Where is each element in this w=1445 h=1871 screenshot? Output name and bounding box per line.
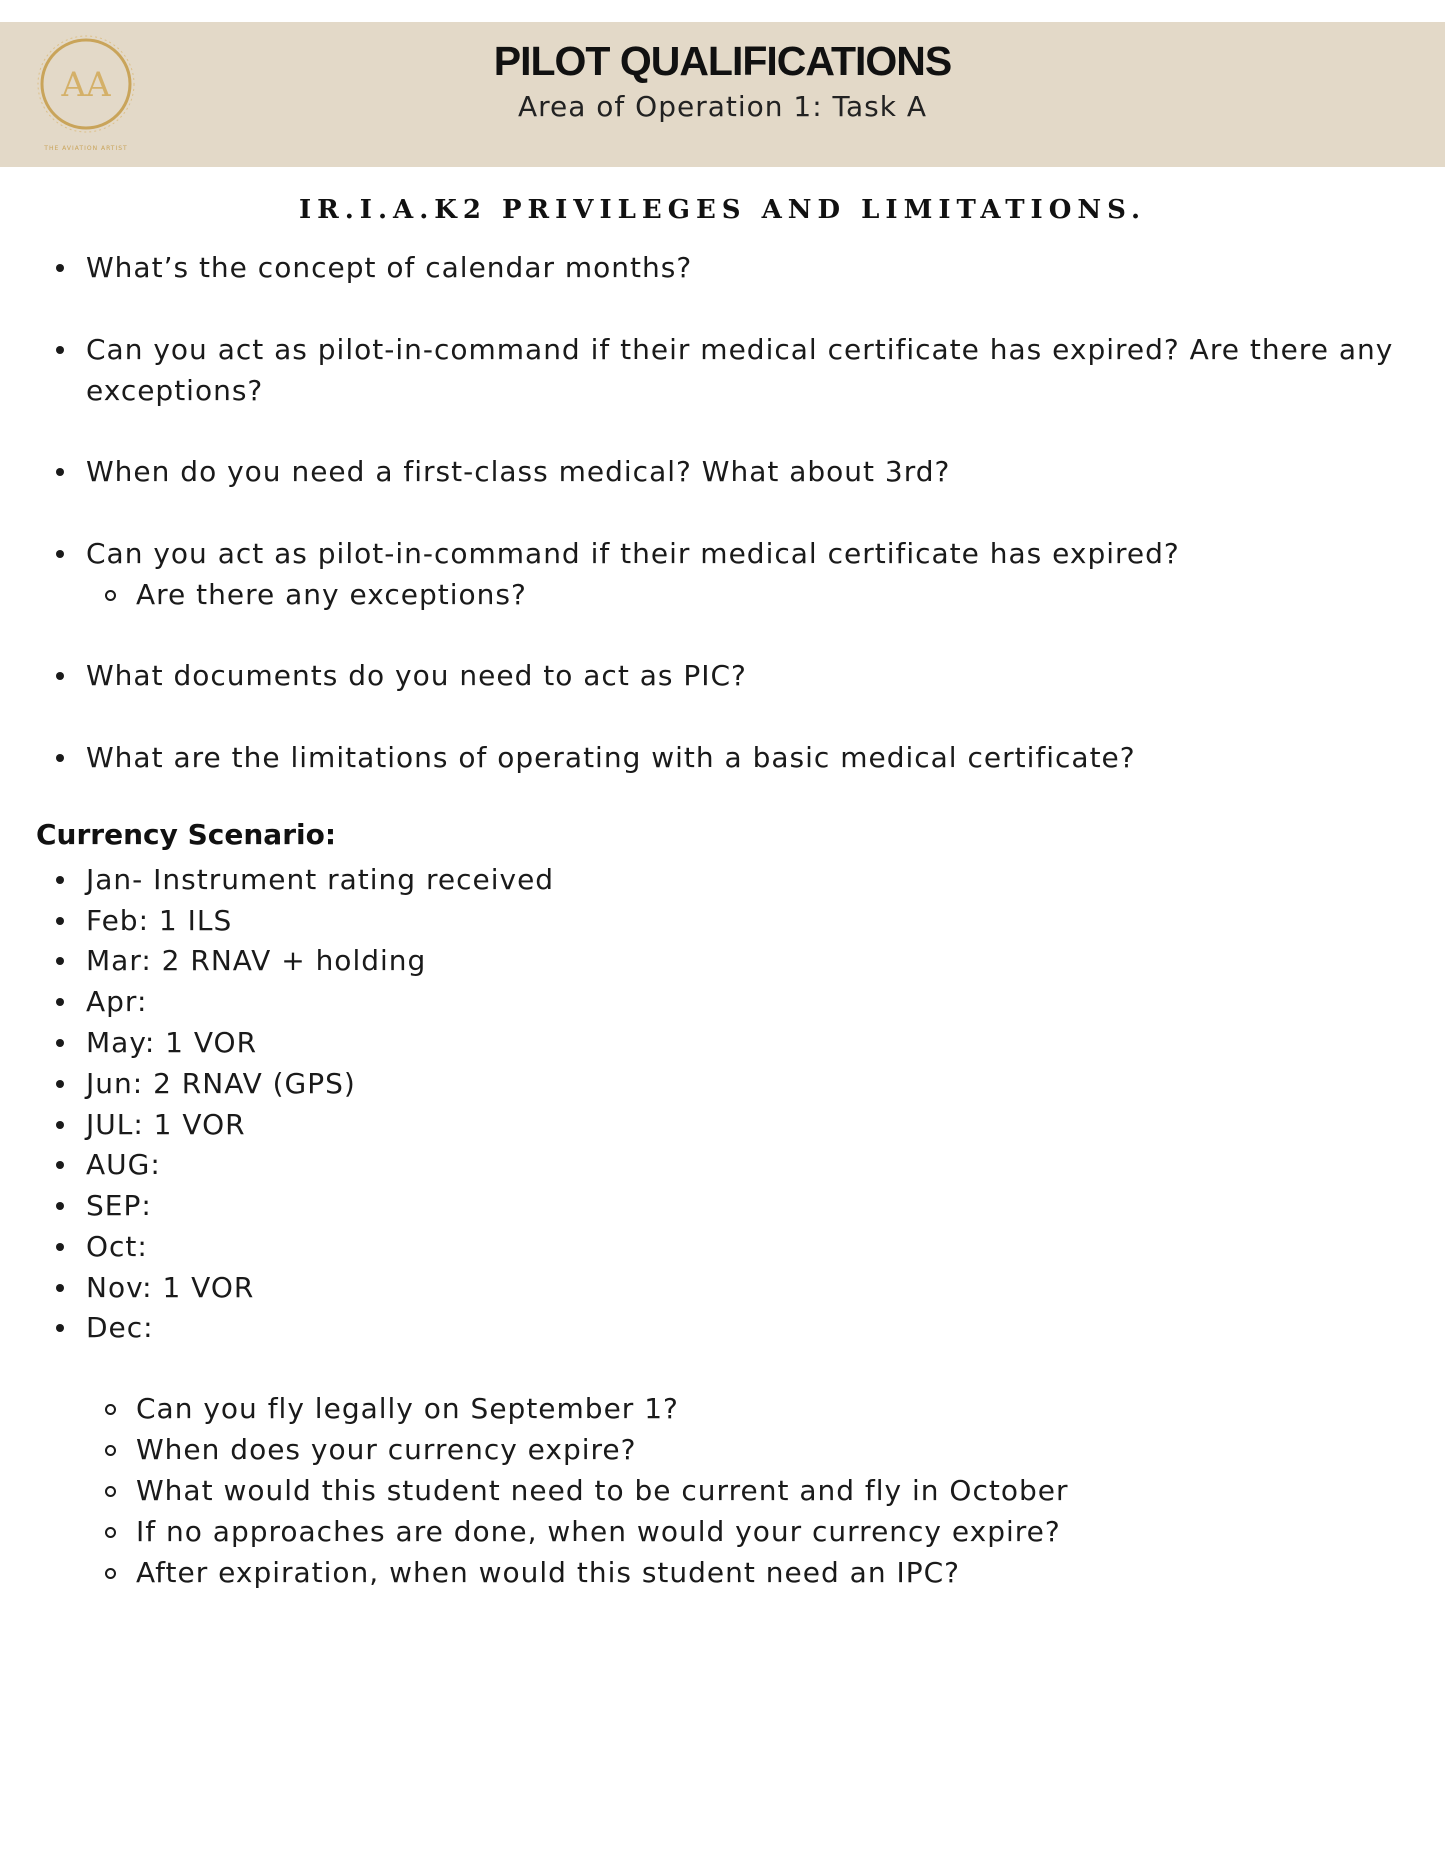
followup-item: Can you fly legally on September 1? [136,1392,679,1425]
bullet-icon [56,672,64,680]
sub-bullet-icon [105,1404,116,1415]
bullet-icon [56,1121,64,1129]
page-title: PILOT QUALIFICATIONS [493,38,952,84]
bullet-icon [56,998,64,1006]
bullet-icon [56,917,64,925]
month-item: Jan- Instrument rating received [86,863,555,896]
month-item: SEP: [86,1189,152,1222]
bullet-icon [56,876,64,884]
section-heading: IR.I.A.K2 PRIVILEGES AND LIMITATIONS. [298,195,1147,225]
question-item: When do you need a first-class medical? What about 3rd? [86,455,951,488]
sub-bullet-icon [105,590,116,601]
followup-item: If no approaches are done, when would your currency expire? [136,1515,1061,1548]
question-item: What’s the concept of calendar months? [86,251,693,284]
bullet-icon [56,1202,64,1210]
bullet-icon [56,346,64,354]
bullet-icon [56,468,64,476]
bullet-icon [56,957,64,965]
month-item: Mar: 2 RNAV + holding [86,944,427,977]
bullet-icon [56,264,64,272]
question-item: What documents do you need to act as PIC? [86,659,747,692]
month-item: Nov: 1 VOR [86,1271,255,1304]
bullet-icon [56,1243,64,1251]
month-item: Dec: [86,1311,154,1344]
month-item: Feb: 1 ILS [86,904,233,937]
logo-tagline: THE AVIATION ARTIST [44,145,128,152]
scenario-heading: Currency Scenario: [36,818,337,851]
page-subtitle: Area of Operation 1: Task A [517,90,928,123]
month-item: Apr: [86,985,148,1018]
month-item: Oct: [86,1230,148,1263]
followup-item: When does your currency expire? [136,1433,637,1466]
question-item: Can you act as pilot-in-command if their medical certificate has expired? Are there any exceptions? [86,333,1394,407]
bullet-icon [56,1284,64,1292]
month-item: AUG: [86,1148,161,1181]
sub-bullet-icon [105,1527,116,1538]
sub-bullet-icon [105,1486,116,1497]
bullet-icon [56,1039,64,1047]
month-item: May: 1 VOR [86,1026,258,1059]
page-header [0,22,1445,167]
followup-item: After expiration, when would this student need an IPC? [136,1556,961,1589]
followup-item: What would this student need to be current and fly in October [136,1474,1069,1507]
bullet-icon [56,550,64,558]
question-subitem: Are there any exceptions? [136,578,527,611]
month-item: Jun: 2 RNAV (GPS) [86,1067,356,1100]
month-item: JUL: 1 VOR [86,1108,246,1141]
question-item: Can you act as pilot-in-command if their medical certificate has expired? [86,537,1180,570]
sub-bullet-icon [105,1568,116,1579]
question-item: What are the limitations of operating with a basic medical certificate? [86,741,1136,774]
bullet-icon [56,1324,64,1332]
bullet-icon [56,754,64,762]
logo-monogram: AA [61,65,111,105]
sub-bullet-icon [105,1445,116,1456]
bullet-icon [56,1161,64,1169]
bullet-icon [56,1080,64,1088]
